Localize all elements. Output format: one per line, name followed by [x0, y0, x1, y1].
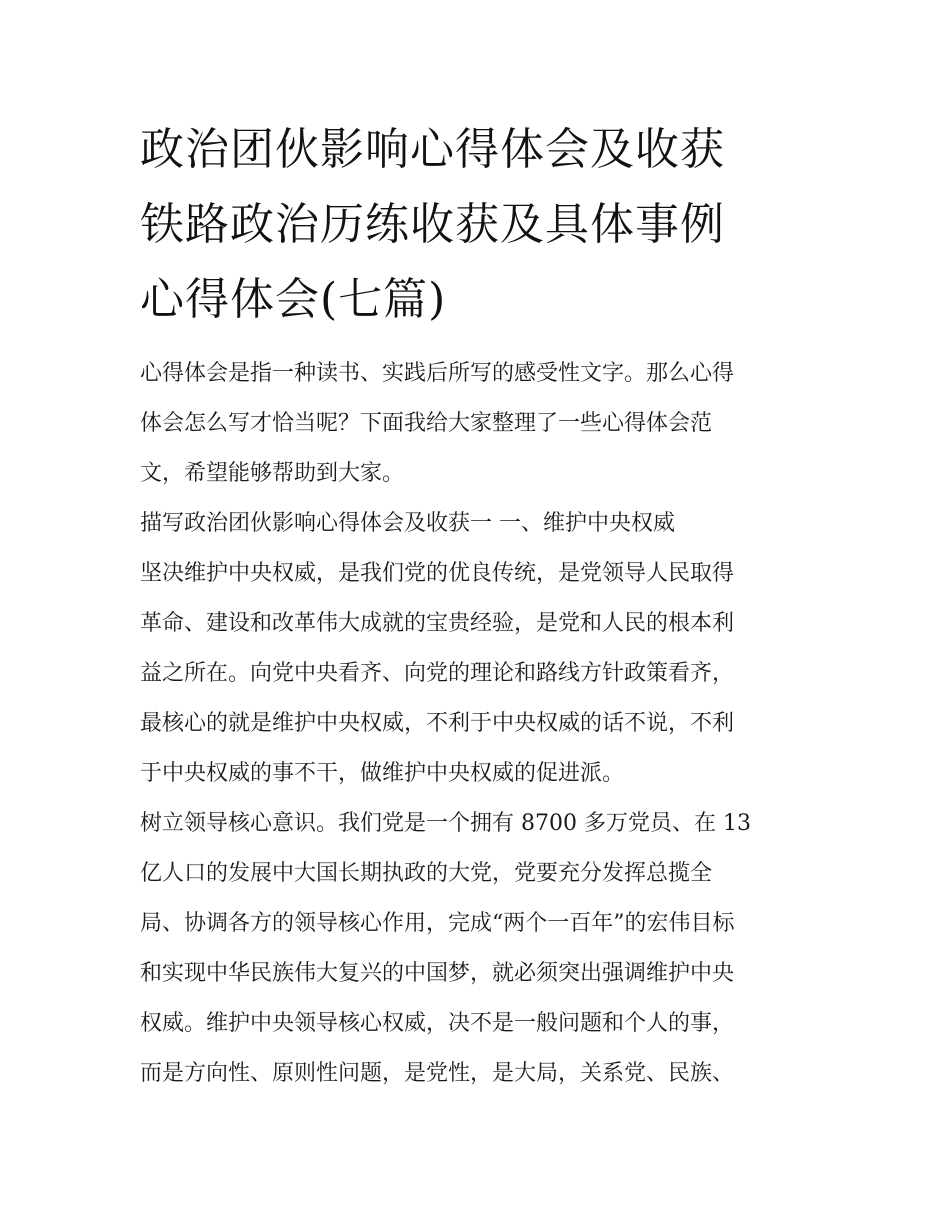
- body-line-4: 描写政治团伙影响心得体会及收获一 一、维护中央权威: [140, 511, 675, 536]
- document-body: [140, 349, 820, 1099]
- title-line-3: 心得体会(七篇): [140, 274, 447, 325]
- body-line-13: 和实现中华民族伟大复兴的中国梦，就必须突出强调维护中央: [140, 961, 735, 986]
- body-line-15: 而是方向性、原则性问题，是党性，是大局，关系党、民族、: [140, 1061, 735, 1086]
- title-line-1: 政治团伙影响心得体会及收获: [140, 124, 725, 175]
- document-title: [140, 112, 820, 337]
- body-line-3: 文，希望能够帮助到大家。: [140, 461, 405, 486]
- body-line-14: 权威。维护中央领导核心权威，决不是一般问题和个人的事，: [140, 1011, 735, 1036]
- body-line-10: 树立领导核心意识。我们党是一个拥有 8700 多万党员、在 13: [140, 811, 751, 836]
- body-line-7: 益之所在。向党中央看齐、向党的理论和路线方针政策看齐，: [140, 661, 735, 686]
- body-line-6: 革命、建设和改革伟大成就的宝贵经验，是党和人民的根本利: [140, 611, 735, 636]
- body-line-1: 心得体会是指一种读书、实践后所写的感受性文字。那么心得: [140, 361, 735, 386]
- body-line-8: 最核心的就是维护中央权威，不利于中央权威的话不说，不利: [140, 711, 735, 736]
- body-line-5: 坚决维护中央权威，是我们党的优良传统，是党领导人民取得: [140, 561, 735, 586]
- title-line-2: 铁路政治历练收获及具体事例: [140, 199, 725, 250]
- body-line-9: 于中央权威的事不干，做维护中央权威的促进派。: [140, 761, 625, 786]
- body-line-12: 局、协调各方的领导核心作用，完成“两个一百年”的宏伟目标: [140, 911, 735, 936]
- body-line-11: 亿人口的发展中大国长期执政的大党，党要充分发挥总揽全: [140, 861, 713, 886]
- body-line-2: 体会怎么写才恰当呢？下面我给大家整理了一些心得体会范: [140, 411, 713, 436]
